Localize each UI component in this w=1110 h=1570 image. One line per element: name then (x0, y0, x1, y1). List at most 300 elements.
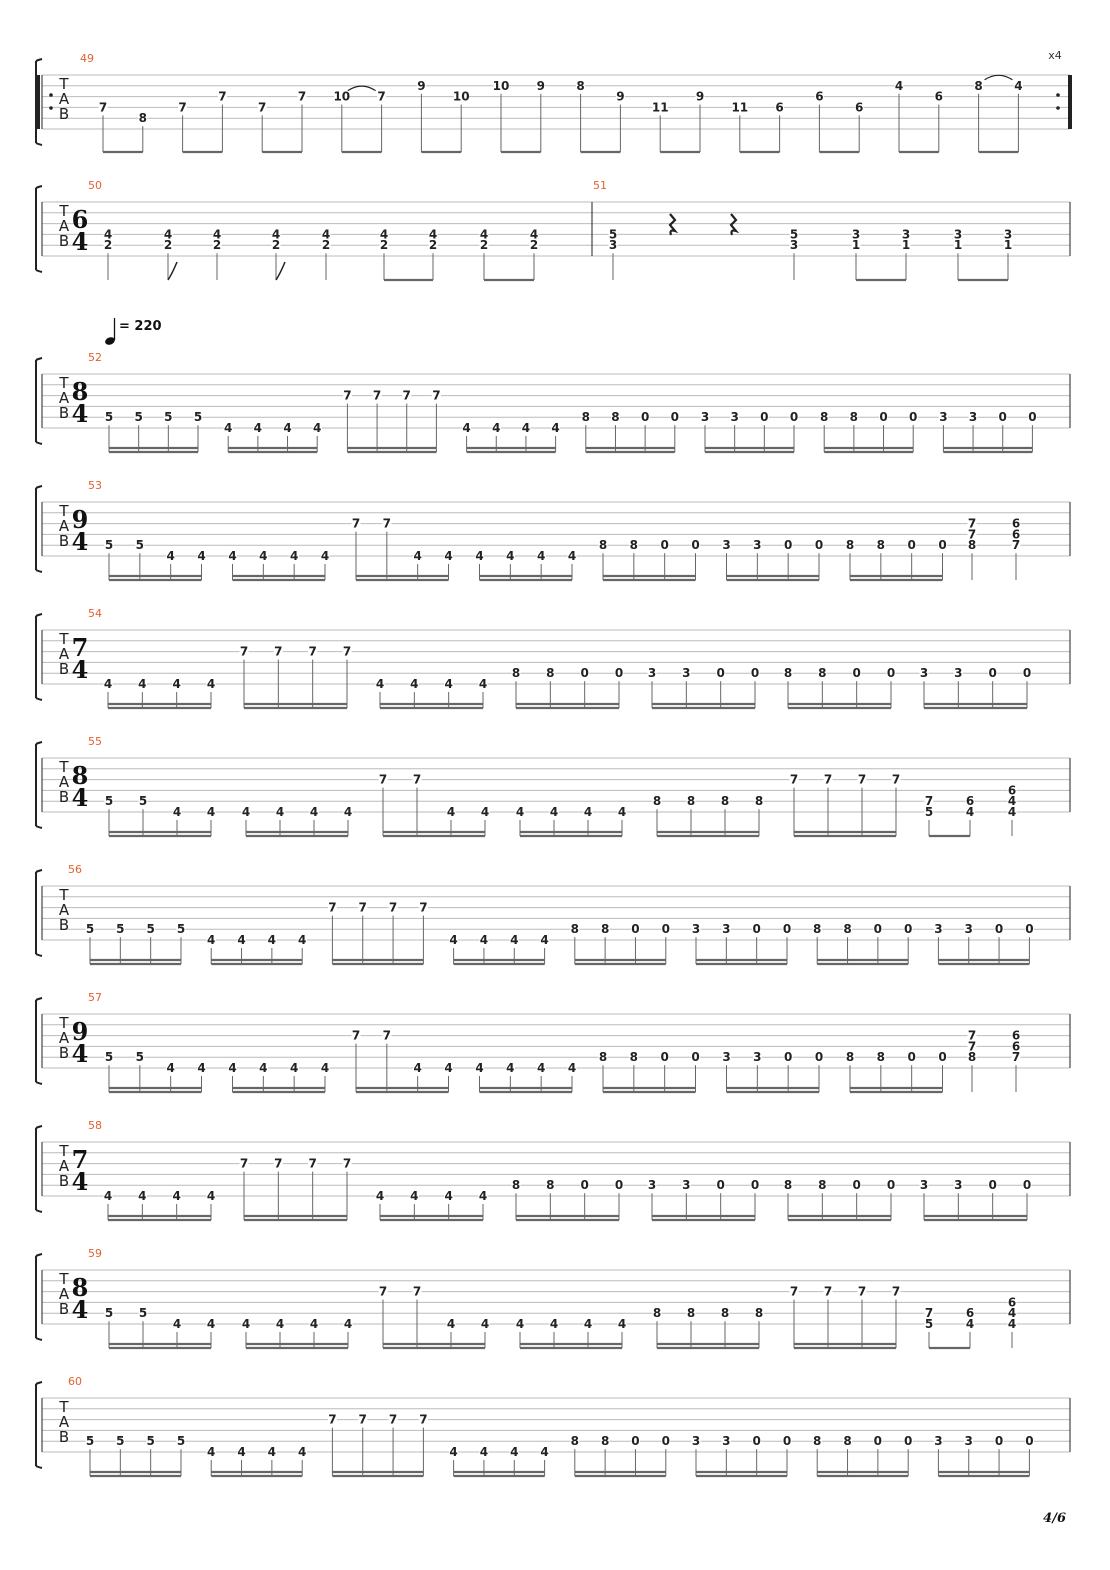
fret-number: 5 (85, 922, 95, 937)
fret-number: 3 (608, 238, 618, 253)
fret-number: 1 (901, 238, 911, 253)
fret-number: 3 (722, 1434, 731, 1449)
fret-number: 8 (845, 1050, 855, 1065)
fret-number: 4 (506, 549, 515, 563)
fret-number: 8 (876, 1050, 886, 1065)
tab-clef-letter: B (58, 105, 70, 123)
time-signature-bottom: 4 (71, 527, 89, 556)
measure-number: 50 (88, 179, 102, 192)
fret-number: 7 (388, 1412, 398, 1427)
fret-number: 4 (228, 1061, 237, 1075)
fret-number: 7 (1011, 538, 1021, 553)
fret-number: 4 (1007, 805, 1017, 819)
fret-number: 4 (206, 805, 216, 819)
fret-number: 3 (700, 410, 710, 425)
fret-number: 0 (752, 1434, 761, 1449)
fret-number: 4 (965, 1317, 975, 1331)
fret-number: 7 (967, 1028, 977, 1043)
fret-number: 4 (197, 1061, 206, 1075)
fret-number: 5 (924, 805, 934, 819)
fret-number: 8 (611, 410, 620, 425)
fret-number: 4 (506, 1061, 515, 1075)
fret-number: 7 (789, 1284, 799, 1299)
fret-number: 0 (716, 666, 725, 681)
fret-number: 3 (647, 666, 657, 681)
tab-clef-letter: A (58, 1413, 70, 1431)
system-measure-60 (36, 1375, 1070, 1476)
fret-number: 11 (651, 100, 669, 115)
fret-number: 7 (308, 644, 317, 659)
fret-number: 0 (988, 1178, 997, 1193)
fret-number: 0 (750, 1178, 760, 1193)
fret-number: 0 (988, 666, 997, 681)
fret-number: 0 (873, 922, 883, 937)
fret-number: 3 (968, 410, 978, 425)
fret-number: 0 (907, 1050, 916, 1065)
fret-number: 4 (583, 805, 593, 819)
fret-number: 4 (375, 677, 385, 691)
fret-number: 4 (446, 1317, 456, 1331)
fret-number: 3 (730, 410, 739, 425)
tab-clef-letter: T (59, 630, 69, 648)
fret-number: 8 (818, 666, 827, 681)
fret-number: 4 (1007, 1306, 1017, 1321)
system-bracket (36, 998, 42, 1084)
fret-number: 4 (444, 677, 453, 691)
fret-number: 8 (820, 410, 829, 425)
fret-number: 4 (237, 933, 246, 947)
fret-number: 4 (515, 805, 525, 819)
fret-number: 8 (849, 410, 859, 425)
fret-number: 3 (919, 666, 929, 681)
fret-number: 4 (166, 1061, 175, 1075)
fret-number: 7 (857, 1284, 867, 1299)
fret-number: 0 (886, 1178, 896, 1193)
fret-number: 5 (104, 1050, 114, 1065)
fret-number: 4 (103, 227, 113, 242)
fret-number: 0 (661, 1434, 670, 1449)
fret-number: 2 (379, 238, 389, 253)
fret-number: 4 (567, 549, 577, 563)
fret-number: 4 (413, 549, 422, 563)
fret-number: 7 (351, 516, 361, 531)
fret-number: 2 (479, 238, 489, 253)
tab-clef-letter: B (58, 532, 70, 550)
fret-number: 0 (938, 1050, 947, 1065)
tab-clef-letter: A (58, 90, 70, 108)
fret-number: 4 (410, 1189, 419, 1203)
fret-number: 7 (857, 772, 867, 787)
tab-clef-letter: T (59, 1398, 69, 1416)
tab-clef-letter: A (58, 645, 70, 663)
fret-number: 4 (207, 933, 216, 947)
fret-number: 7 (328, 1412, 337, 1427)
fret-number: 8 (974, 78, 983, 93)
fret-number: 4 (212, 227, 222, 242)
fret-number: 4 (551, 421, 560, 435)
system-measure-58 (36, 1119, 1070, 1220)
time-signature-bottom: 4 (71, 399, 89, 428)
fret-number: 7 (412, 772, 422, 787)
fret-number: 4 (449, 933, 458, 947)
fret-number: 4 (163, 227, 173, 242)
fret-number: 1 (953, 238, 963, 253)
repeat-count: x4 (1048, 49, 1062, 62)
time-signature-bottom: 4 (71, 1039, 89, 1068)
fret-number: 0 (1028, 410, 1037, 425)
fret-number: 4 (617, 805, 627, 819)
fret-number: 0 (640, 410, 650, 425)
fret-number: 5 (193, 410, 203, 425)
fret-number: 0 (909, 410, 918, 425)
fret-number: 4 (479, 1445, 489, 1459)
fret-number: 8 (581, 410, 590, 425)
fret-number: 4 (894, 78, 904, 93)
fret-number: 4 (515, 1317, 525, 1331)
tab-clef-letter: T (59, 1142, 69, 1160)
fret-number: 5 (116, 922, 125, 937)
fret-number: 3 (919, 1178, 929, 1193)
fret-number: 5 (104, 538, 114, 553)
fret-number: 4 (567, 1061, 577, 1075)
fret-number: 6 (1011, 516, 1021, 531)
fret-number: 0 (852, 666, 861, 681)
fret-number: 8 (570, 1434, 579, 1449)
time-signature-bottom: 4 (71, 655, 89, 684)
fret-number: 7 (924, 794, 934, 809)
tab-clef-letter: B (58, 1300, 70, 1318)
quarter-rest (670, 214, 675, 235)
tab-clef-letter: A (58, 517, 70, 535)
fret-number: 3 (954, 666, 963, 681)
fret-number: 2 (163, 238, 173, 253)
tab-clef-letter: B (58, 1428, 70, 1446)
fret-number: 3 (789, 238, 799, 253)
fret-number: 7 (891, 772, 901, 787)
fret-number: 7 (419, 900, 428, 915)
fret-number: 3 (682, 1178, 691, 1193)
fret-number: 4 (444, 1061, 453, 1075)
system-measure-57 (36, 991, 1070, 1092)
fret-number: 7 (342, 1156, 352, 1171)
fret-number: 4 (480, 805, 490, 819)
fret-number: 7 (412, 1284, 422, 1299)
fret-number: 0 (614, 1178, 624, 1193)
fret-number: 4 (289, 549, 299, 563)
fret-number: 0 (873, 1434, 883, 1449)
fret-number: 4 (410, 677, 419, 691)
fret-number: 4 (1007, 794, 1017, 809)
fret-number: 0 (904, 1434, 913, 1449)
measure-number: 58 (88, 1119, 102, 1132)
fret-number: 8 (600, 922, 610, 937)
fret-number: 4 (492, 421, 501, 435)
fret-number: 7 (239, 1156, 249, 1171)
fret-number: 0 (879, 410, 888, 425)
fret-number: 4 (536, 549, 546, 563)
fret-number: 3 (851, 227, 861, 242)
fret-number: 7 (382, 1028, 392, 1043)
measure-number: 51 (593, 179, 607, 192)
fret-number: 0 (580, 666, 589, 681)
fret-number: 5 (164, 410, 173, 425)
fret-number: 0 (998, 410, 1007, 425)
fret-number: 9 (695, 89, 705, 104)
tab-clef-letter: A (58, 1157, 70, 1175)
time-signature-top: 9 (71, 1017, 89, 1046)
tab-clef-letter: A (58, 901, 70, 919)
fret-number: 8 (686, 794, 696, 809)
fret-number: 4 (428, 227, 438, 242)
fret-number: 8 (876, 538, 886, 553)
fret-number: 0 (580, 1178, 589, 1193)
fret-number: 3 (901, 227, 911, 242)
fret-number: 4 (253, 421, 263, 435)
repeat-dot (49, 106, 53, 110)
fret-number: 5 (104, 1306, 114, 1321)
fret-number: 6 (775, 100, 784, 115)
eighth-flag (276, 262, 285, 280)
tab-clef-letter: A (58, 773, 70, 791)
fret-number: 8 (652, 1306, 662, 1321)
repeat-dot (49, 93, 53, 97)
fret-number: 3 (722, 538, 731, 553)
measure-number: 52 (88, 351, 102, 364)
fret-number: 7 (967, 527, 977, 542)
fret-number: 0 (661, 922, 670, 937)
tab-clef-letter: T (59, 75, 69, 93)
fret-number: 4 (375, 1189, 385, 1203)
fret-number: 7 (924, 1306, 934, 1321)
fret-number: 0 (1022, 666, 1032, 681)
tempo-value: = 220 (119, 319, 162, 334)
fret-number: 4 (343, 1317, 353, 1331)
fret-number: 7 (377, 89, 386, 104)
system-bracket (36, 358, 42, 444)
fret-number: 3 (722, 922, 731, 937)
tab-clef-letter: T (59, 502, 69, 520)
page-number: 4/6 (1043, 1511, 1066, 1526)
time-signature-bottom: 4 (71, 227, 89, 256)
fret-number: 4 (237, 1445, 246, 1459)
fret-number: 4 (479, 933, 489, 947)
tab-clef-letter: T (59, 374, 69, 392)
fret-number: 4 (379, 227, 389, 242)
fret-number: 8 (845, 538, 855, 553)
fret-number: 4 (479, 227, 489, 242)
fret-number: 4 (166, 549, 175, 563)
fret-number: 2 (212, 238, 222, 253)
fret-number: 7 (274, 644, 283, 659)
fret-number: 3 (691, 1434, 701, 1449)
fret-number: 4 (313, 421, 322, 435)
fret-number: 4 (267, 1445, 277, 1459)
fret-number: 8 (754, 1306, 764, 1321)
fret-number: 7 (358, 1412, 367, 1427)
system-measure-52 (36, 351, 1070, 452)
fret-number: 0 (886, 666, 896, 681)
fret-number: 0 (660, 538, 669, 553)
fret-number: 6 (1007, 1295, 1017, 1310)
fret-number: 3 (722, 1050, 731, 1065)
repeat-dot (1056, 106, 1060, 110)
fret-number: 4 (224, 421, 233, 435)
fret-number: 4 (444, 1189, 453, 1203)
fret-number: 9 (616, 89, 625, 104)
time-signature-top: 8 (71, 1273, 89, 1302)
fret-number: 4 (540, 1445, 549, 1459)
fret-number: 7 (218, 89, 227, 104)
fret-number: 5 (789, 227, 799, 242)
fret-number: 4 (103, 1189, 113, 1203)
fret-number: 4 (617, 1317, 627, 1331)
tab-clef-letter: B (58, 1172, 70, 1190)
fret-number: 4 (446, 805, 456, 819)
fret-number: 0 (782, 1434, 792, 1449)
fret-number: 0 (716, 1178, 725, 1193)
fret-number: 4 (172, 805, 182, 819)
fret-number: 5 (138, 1306, 148, 1321)
tie (985, 75, 1013, 80)
fret-number: 4 (309, 1317, 319, 1331)
fret-number: 4 (478, 677, 488, 691)
fret-number: 2 (321, 238, 331, 253)
fret-number: 7 (382, 516, 392, 531)
fret-number: 4 (197, 549, 206, 563)
fret-number: 7 (823, 772, 833, 787)
fret-number: 6 (1011, 1028, 1021, 1043)
system-bracket (36, 1126, 42, 1212)
fret-number: 0 (783, 538, 793, 553)
fret-number: 7 (402, 388, 411, 403)
fret-number: 4 (1014, 78, 1023, 93)
fret-number: 4 (1007, 1317, 1017, 1331)
fret-number: 4 (283, 421, 292, 435)
fret-number: 7 (351, 1028, 361, 1043)
system-bracket (36, 1254, 42, 1340)
fret-number: 8 (546, 1178, 555, 1193)
fret-number: 4 (449, 1445, 458, 1459)
system-measure-55 (36, 735, 1070, 836)
fret-number: 4 (540, 933, 549, 947)
fret-number: 8 (720, 1306, 730, 1321)
fret-number: 5 (135, 538, 145, 553)
fret-number: 2 (103, 238, 113, 253)
fret-number: 7 (343, 388, 352, 403)
fret-number: 9 (536, 78, 545, 93)
tab-clef-letter: A (58, 1029, 70, 1047)
fret-number: 4 (138, 677, 147, 691)
fret-number: 6 (965, 1306, 975, 1321)
fret-number: 4 (103, 677, 113, 691)
fret-number: 8 (598, 1050, 608, 1065)
fret-number: 4 (475, 1061, 484, 1075)
fret-number: 7 (789, 772, 799, 787)
measure-number: 57 (88, 991, 102, 1004)
tab-clef-letter: B (58, 232, 70, 250)
fret-number: 4 (510, 933, 519, 947)
fret-number: 3 (964, 1434, 973, 1449)
fret-number: 4 (271, 227, 281, 242)
fret-number: 3 (964, 922, 973, 937)
fret-number: 8 (967, 538, 977, 553)
time-signature-bottom: 4 (71, 1295, 89, 1324)
fret-number: 5 (146, 1434, 155, 1449)
fret-number: 7 (328, 900, 337, 915)
fret-number: 0 (814, 538, 824, 553)
fret-number: 5 (146, 922, 155, 937)
fret-number: 0 (670, 410, 679, 425)
fret-number: 3 (753, 538, 762, 553)
fret-number: 3 (691, 922, 701, 937)
fret-number: 7 (378, 1284, 388, 1299)
fret-number: 4 (536, 1061, 546, 1075)
fret-number: 8 (813, 1434, 822, 1449)
tab-clef-letter: A (58, 1285, 70, 1303)
fret-number: 4 (521, 421, 531, 435)
fret-number: 7 (419, 1412, 428, 1427)
fret-number: 7 (358, 900, 367, 915)
fret-number: 7 (297, 89, 307, 104)
fret-number: 4 (413, 1061, 422, 1075)
tab-clef-letter: B (58, 788, 70, 806)
fret-number: 3 (934, 1434, 943, 1449)
fret-number: 4 (267, 933, 277, 947)
tab-clef-letter: B (58, 660, 70, 678)
fret-number: 8 (600, 1434, 610, 1449)
fret-number: 7 (388, 900, 398, 915)
fret-number: 7 (891, 1284, 901, 1299)
fret-number: 3 (682, 666, 691, 681)
fret-number: 5 (104, 410, 114, 425)
measure-number: 53 (88, 479, 102, 492)
quarter-rest (731, 214, 736, 235)
fret-number: 4 (309, 805, 319, 819)
system-bracket (36, 742, 42, 828)
fret-number: 8 (511, 1178, 521, 1193)
fret-number: 0 (1022, 1178, 1032, 1193)
fret-number: 4 (965, 805, 975, 819)
system-measure-53 (36, 479, 1070, 580)
fret-number: 7 (823, 1284, 833, 1299)
fret-number: 4 (298, 933, 307, 947)
fret-number: 4 (172, 1189, 181, 1203)
fret-number: 7 (967, 1039, 977, 1054)
system-measure-49 (36, 49, 1070, 152)
fret-number: 0 (691, 538, 700, 553)
fret-number: 0 (783, 1050, 793, 1065)
measure-number: 59 (88, 1247, 102, 1260)
fret-number: 4 (529, 227, 539, 242)
repeat-dot (1056, 93, 1060, 97)
fret-number: 10 (492, 78, 510, 93)
fret-number: 4 (549, 1317, 559, 1331)
fret-number: 4 (475, 549, 484, 563)
fret-number: 7 (98, 100, 108, 115)
tab-clef-letter: B (58, 916, 70, 934)
fret-number: 4 (289, 1061, 299, 1075)
fret-number: 7 (274, 1156, 283, 1171)
fret-number: 7 (432, 388, 441, 403)
fret-number: 8 (967, 1050, 977, 1065)
fret-number: 1 (851, 238, 861, 253)
fret-number: 6 (1011, 527, 1021, 542)
fret-number: 8 (818, 1178, 827, 1193)
fret-number: 0 (750, 666, 760, 681)
time-signature-top: 8 (71, 761, 89, 790)
measure-number: 56 (68, 863, 82, 876)
fret-number: 4 (320, 1061, 330, 1075)
